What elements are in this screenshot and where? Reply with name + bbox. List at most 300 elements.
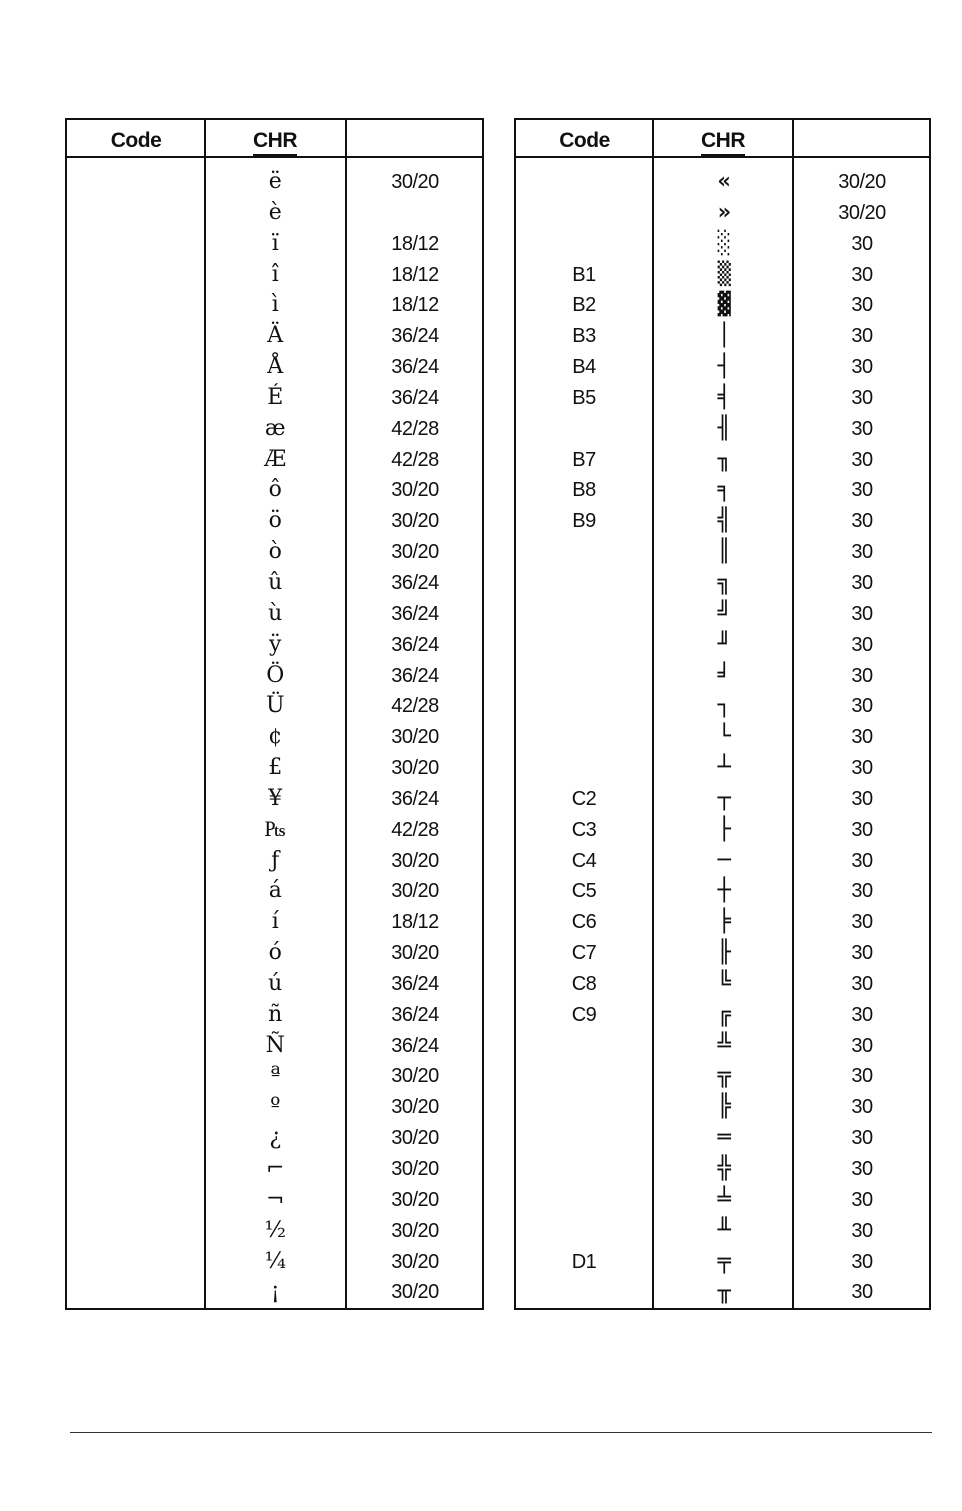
chr-cell: ¼ xyxy=(264,1248,286,1274)
chr-cell: Ö xyxy=(266,662,284,688)
code-cell: C9 xyxy=(571,1003,597,1026)
table-row xyxy=(67,290,482,321)
code-cell xyxy=(528,1061,640,1092)
code-cell xyxy=(528,537,640,568)
width-cell: 30 xyxy=(851,386,873,409)
width-cell: 30 xyxy=(851,541,873,564)
chr-cell: « xyxy=(717,169,731,194)
table-row xyxy=(516,1092,929,1123)
width-cell: 30/20 xyxy=(391,880,439,903)
width-cell: 30/20 xyxy=(391,171,439,193)
width-cell: 30/20 xyxy=(391,1127,439,1150)
chr-cell: ë xyxy=(268,169,282,194)
code-cell: C2 xyxy=(571,787,597,810)
code-cell xyxy=(528,414,640,445)
chr-cell: á xyxy=(268,878,282,904)
code-cell xyxy=(67,661,205,692)
chr-cell: ÿ xyxy=(269,631,281,657)
code-cell: C6 xyxy=(571,911,597,934)
table-row xyxy=(516,661,929,692)
code-cell xyxy=(67,1123,205,1154)
table-row xyxy=(516,229,929,260)
width-cell: 30/20 xyxy=(391,1188,439,1211)
width-cell: 42/28 xyxy=(391,818,439,841)
chr-cell: Ä xyxy=(267,323,283,349)
width-cell: 36/24 xyxy=(391,664,439,687)
width-cell: 42/28 xyxy=(391,695,439,718)
chr-cell: ╝ xyxy=(717,600,731,626)
width-cell: 30 xyxy=(851,1034,873,1057)
code-cell xyxy=(528,167,640,198)
width-cell: 30 xyxy=(851,232,873,255)
width-cell: 30 xyxy=(851,1003,873,1026)
width-cell: 30/20 xyxy=(391,757,439,780)
table-row xyxy=(516,969,929,1000)
code-cell: B1 xyxy=(572,263,596,286)
code-cell xyxy=(528,1277,640,1308)
table-row xyxy=(67,475,482,506)
table-row xyxy=(67,876,482,907)
table-row xyxy=(67,383,482,414)
chr-cell: £ xyxy=(268,755,282,781)
code-cell: B4 xyxy=(572,356,596,379)
code-cell: C3 xyxy=(571,818,597,841)
table-row xyxy=(67,537,482,568)
width-cell: 30 xyxy=(851,1219,873,1242)
chr-cell: ╨ xyxy=(717,1217,731,1243)
code-cell: C8 xyxy=(571,972,597,995)
width-cell: 30 xyxy=(851,325,873,348)
code-cell xyxy=(67,1185,205,1216)
chr-cell: ├ xyxy=(717,816,731,842)
chr-cell: í xyxy=(271,909,279,935)
code-cell xyxy=(67,383,205,414)
table-row xyxy=(516,290,929,321)
chr-cell: ░ xyxy=(717,230,731,256)
width-cell: 36/24 xyxy=(391,602,439,625)
code-cell xyxy=(528,568,640,599)
table-row xyxy=(516,321,929,352)
code-cell xyxy=(67,167,205,198)
chr-cell: ¿ xyxy=(269,1125,281,1151)
width-cell: 30/20 xyxy=(391,1281,439,1304)
chr-cell: ì xyxy=(271,292,279,318)
table-row xyxy=(67,506,482,537)
table-row xyxy=(516,1061,929,1092)
table-row xyxy=(67,198,482,229)
width-cell: 30/20 xyxy=(391,726,439,749)
table-row xyxy=(67,1061,482,1092)
table-body xyxy=(516,167,929,1308)
table-row xyxy=(516,938,929,969)
table-row xyxy=(67,722,482,753)
table-row xyxy=(67,352,482,383)
code-cell xyxy=(67,691,205,722)
table-row xyxy=(516,198,929,229)
width-cell: 30 xyxy=(851,1096,873,1119)
header-chr: CHR xyxy=(653,120,793,156)
table-row xyxy=(67,1123,482,1154)
width-cell: 30 xyxy=(851,263,873,286)
code-cell: C4 xyxy=(571,849,597,872)
chr-cell: ù xyxy=(268,600,282,626)
chr-cell: ┤ xyxy=(717,354,731,380)
chr-cell: ¢ xyxy=(268,724,282,750)
width-cell: 30/20 xyxy=(391,479,439,502)
chr-cell: ╢ xyxy=(717,415,731,441)
table-row xyxy=(516,876,929,907)
chr-cell: Ü xyxy=(265,693,285,719)
code-cell xyxy=(67,599,205,630)
code-cell xyxy=(528,691,640,722)
code-cell: D1 xyxy=(571,1250,597,1273)
width-cell xyxy=(365,198,465,229)
table-row xyxy=(67,1216,482,1247)
code-cell xyxy=(67,568,205,599)
code-cell xyxy=(67,260,205,291)
chr-cell: ò xyxy=(268,539,282,565)
code-cell xyxy=(67,1216,205,1247)
width-cell: 18/12 xyxy=(391,911,439,934)
width-cell: 30 xyxy=(851,664,873,687)
chr-cell: ┐ xyxy=(717,693,731,719)
header-width xyxy=(793,120,931,156)
code-cell xyxy=(67,475,205,506)
width-cell: 30/20 xyxy=(391,1250,439,1273)
chr-cell: ╟ xyxy=(717,940,731,966)
code-cell xyxy=(528,753,640,784)
chr-cell: ₧ xyxy=(264,816,286,842)
table-row xyxy=(516,599,929,630)
code-cell: B8 xyxy=(572,479,596,502)
table-row xyxy=(516,907,929,938)
width-cell: 30 xyxy=(851,1250,873,1273)
code-cell xyxy=(67,445,205,476)
chr-cell: ú xyxy=(268,970,282,996)
width-cell: 36/24 xyxy=(391,1003,439,1026)
table-row xyxy=(67,1031,482,1062)
chr-cell: ─ xyxy=(717,847,731,873)
code-cell xyxy=(528,722,640,753)
width-cell: 30 xyxy=(851,849,873,872)
width-cell: 30 xyxy=(851,818,873,841)
code-cell xyxy=(528,1154,640,1185)
width-cell: 36/24 xyxy=(391,325,439,348)
table-row xyxy=(516,506,929,537)
table-row xyxy=(516,1123,929,1154)
table-row xyxy=(67,167,482,198)
code-cell xyxy=(528,630,640,661)
width-cell: 30 xyxy=(851,787,873,810)
width-cell: 42/28 xyxy=(391,417,439,440)
table-row xyxy=(516,784,929,815)
code-cell xyxy=(528,1092,640,1123)
table-row xyxy=(516,352,929,383)
code-cell xyxy=(67,352,205,383)
width-cell: 18/12 xyxy=(391,294,439,317)
chr-cell: ╕ xyxy=(717,477,731,503)
code-cell: B3 xyxy=(572,325,596,348)
chr-cell: Æ xyxy=(264,446,286,472)
width-cell: 30 xyxy=(851,1127,873,1150)
code-cell xyxy=(67,1031,205,1062)
width-cell: 30 xyxy=(851,880,873,903)
chr-cell: ╞ xyxy=(717,909,731,935)
chr-cell: ║ xyxy=(717,539,731,565)
chr-cell: ┴ xyxy=(717,755,731,781)
table-row xyxy=(516,383,929,414)
code-cell xyxy=(67,506,205,537)
width-cell: 36/24 xyxy=(391,633,439,656)
code-cell xyxy=(528,1123,640,1154)
table-row xyxy=(67,938,482,969)
width-cell: 30/20 xyxy=(391,942,439,965)
chr-cell: ⌐ xyxy=(266,1156,284,1181)
table-row xyxy=(516,1031,929,1062)
code-cell xyxy=(528,661,640,692)
code-cell xyxy=(67,414,205,445)
width-cell: 30 xyxy=(851,1065,873,1088)
width-cell: 30 xyxy=(851,510,873,533)
table-row xyxy=(516,475,929,506)
table-row xyxy=(516,722,929,753)
chr-cell: ▓ xyxy=(717,292,731,318)
table-row xyxy=(516,167,929,198)
table-row xyxy=(516,1247,929,1278)
chr-cell: ╣ xyxy=(717,508,731,534)
width-cell: 36/24 xyxy=(391,386,439,409)
chr-cell: ╜ xyxy=(717,631,731,657)
code-cell xyxy=(67,722,205,753)
code-cell xyxy=(67,537,205,568)
chr-cell: ½ xyxy=(264,1217,286,1243)
table-row xyxy=(67,661,482,692)
code-cell xyxy=(67,630,205,661)
chr-cell: ╖ xyxy=(717,446,731,472)
width-cell: 30/20 xyxy=(391,1096,439,1119)
character-table-right xyxy=(514,118,931,1310)
header-chr: CHR xyxy=(205,120,345,156)
table-body xyxy=(67,167,482,1308)
width-cell: 30/20 xyxy=(391,849,439,872)
table-row xyxy=(67,1000,482,1031)
code-cell: B5 xyxy=(572,386,596,409)
width-cell: 30 xyxy=(851,757,873,780)
code-cell xyxy=(67,753,205,784)
code-cell xyxy=(67,1092,205,1123)
code-cell xyxy=(528,599,640,630)
code-cell: C7 xyxy=(571,942,597,965)
chr-cell: ╗ xyxy=(717,569,731,595)
chr-cell: æ xyxy=(264,415,286,441)
chr-cell: ╧ xyxy=(717,1186,731,1212)
table-row xyxy=(516,691,929,722)
chr-cell: ╩ xyxy=(717,1032,731,1058)
chr-cell: ö xyxy=(268,508,282,534)
width-cell: 30 xyxy=(851,726,873,749)
table-header xyxy=(516,120,929,158)
table-row xyxy=(516,1185,929,1216)
width-cell: 30/20 xyxy=(391,541,439,564)
chr-cell: ¬ xyxy=(266,1186,284,1212)
code-cell xyxy=(67,876,205,907)
code-cell xyxy=(67,1000,205,1031)
chr-cell: ┬ xyxy=(717,785,731,811)
width-cell: 30/20 xyxy=(391,1065,439,1088)
chr-cell: Ñ xyxy=(265,1032,285,1058)
code-cell xyxy=(67,198,205,229)
width-cell: 36/24 xyxy=(391,787,439,810)
chr-cell: ╚ xyxy=(717,970,731,996)
table-row xyxy=(67,630,482,661)
width-cell: 30 xyxy=(851,695,873,718)
width-cell: 36/24 xyxy=(391,972,439,995)
code-cell xyxy=(67,815,205,846)
code-cell xyxy=(67,846,205,877)
table-row xyxy=(516,1216,929,1247)
chr-cell: │ xyxy=(717,323,731,349)
width-cell: 30 xyxy=(851,602,873,625)
chr-cell: ╡ xyxy=(717,384,731,410)
width-cell: 30 xyxy=(851,942,873,965)
table-row xyxy=(67,753,482,784)
header-code: Code xyxy=(110,129,162,152)
chr-cell: ▒ xyxy=(717,261,731,287)
code-cell: B7 xyxy=(572,448,596,471)
table-row xyxy=(67,1092,482,1123)
code-cell xyxy=(67,969,205,1000)
width-cell: 30 xyxy=(851,911,873,934)
width-cell: 42/28 xyxy=(391,448,439,471)
footer-rule xyxy=(70,1432,932,1433)
width-cell: 30 xyxy=(851,972,873,995)
character-table-left xyxy=(65,118,484,1310)
chr-cell: Å xyxy=(267,354,283,380)
chr-cell: └ xyxy=(717,724,731,750)
width-cell: 36/24 xyxy=(391,356,439,379)
width-cell: 30/20 xyxy=(391,510,439,533)
width-cell: 30 xyxy=(851,479,873,502)
chr-cell: î xyxy=(271,261,279,287)
code-cell xyxy=(67,290,205,321)
code-cell xyxy=(67,1154,205,1185)
table-row xyxy=(67,1154,482,1185)
width-cell: 30/20 xyxy=(838,201,886,224)
table-row xyxy=(516,753,929,784)
width-cell: 36/24 xyxy=(391,571,439,594)
table-row xyxy=(67,846,482,877)
chr-cell: ╠ xyxy=(717,1094,731,1120)
chr-cell: É xyxy=(267,384,283,410)
width-cell: 30 xyxy=(851,356,873,379)
code-cell xyxy=(528,1216,640,1247)
code-cell xyxy=(67,1277,205,1308)
chr-cell: » xyxy=(717,199,731,225)
width-cell: 30/20 xyxy=(838,171,886,193)
code-cell xyxy=(528,198,640,229)
table-row xyxy=(516,537,929,568)
table-row xyxy=(67,229,482,260)
width-cell: 18/12 xyxy=(391,232,439,255)
code-cell xyxy=(67,938,205,969)
code-cell xyxy=(528,229,640,260)
width-cell: 18/12 xyxy=(391,263,439,286)
chr-cell: û xyxy=(268,569,282,595)
table-row xyxy=(67,815,482,846)
table-header xyxy=(67,120,482,158)
code-cell xyxy=(67,1061,205,1092)
table-row xyxy=(516,1154,929,1185)
table-row xyxy=(67,969,482,1000)
width-cell: 30 xyxy=(851,1188,873,1211)
table-row xyxy=(516,1277,929,1308)
table-row xyxy=(67,1185,482,1216)
table-row xyxy=(516,568,929,599)
width-cell: 30 xyxy=(851,448,873,471)
chr-cell: ╔ xyxy=(717,1001,731,1027)
code-cell xyxy=(67,907,205,938)
width-cell: 30 xyxy=(851,294,873,317)
chr-cell: ª xyxy=(270,1063,280,1089)
table-row xyxy=(516,630,929,661)
code-cell xyxy=(528,1185,640,1216)
table-row xyxy=(516,846,929,877)
chr-cell: ═ xyxy=(717,1125,731,1151)
table-row xyxy=(516,260,929,291)
table-row xyxy=(67,691,482,722)
table-row xyxy=(67,414,482,445)
chr-cell: ┼ xyxy=(717,878,731,904)
code-cell xyxy=(67,784,205,815)
table-row xyxy=(67,568,482,599)
chr-cell: ¥ xyxy=(268,785,282,811)
chr-cell: ñ xyxy=(268,1001,282,1027)
table-row xyxy=(67,907,482,938)
code-cell xyxy=(67,229,205,260)
header-width xyxy=(345,120,483,156)
width-cell: 30 xyxy=(851,1158,873,1180)
width-cell: 36/24 xyxy=(391,1034,439,1057)
table-row xyxy=(67,321,482,352)
table-row xyxy=(516,815,929,846)
table-row xyxy=(67,1277,482,1308)
chr-cell: ╥ xyxy=(717,1279,731,1305)
chr-cell: ƒ xyxy=(271,847,279,873)
chr-cell: ó xyxy=(268,940,282,966)
table-row xyxy=(67,599,482,630)
table-row xyxy=(67,784,482,815)
chr-cell: ╛ xyxy=(717,662,731,688)
table-row xyxy=(67,445,482,476)
chr-cell: ô xyxy=(268,477,282,503)
code-cell xyxy=(67,1247,205,1278)
table-row xyxy=(67,1247,482,1278)
width-cell: 30 xyxy=(851,571,873,594)
code-cell: B2 xyxy=(572,294,596,317)
width-cell: 30 xyxy=(851,1281,873,1304)
chr-cell: ╦ xyxy=(717,1063,731,1089)
chr-cell: ï xyxy=(271,230,279,256)
code-cell: B9 xyxy=(572,510,596,533)
width-cell: 30 xyxy=(851,633,873,656)
code-cell xyxy=(67,321,205,352)
chr-cell: ¡ xyxy=(270,1279,280,1305)
width-cell: 30 xyxy=(851,417,873,440)
width-cell: 30/20 xyxy=(391,1158,439,1180)
code-cell xyxy=(528,1031,640,1062)
chr-cell: º xyxy=(270,1094,280,1120)
table-row xyxy=(516,445,929,476)
